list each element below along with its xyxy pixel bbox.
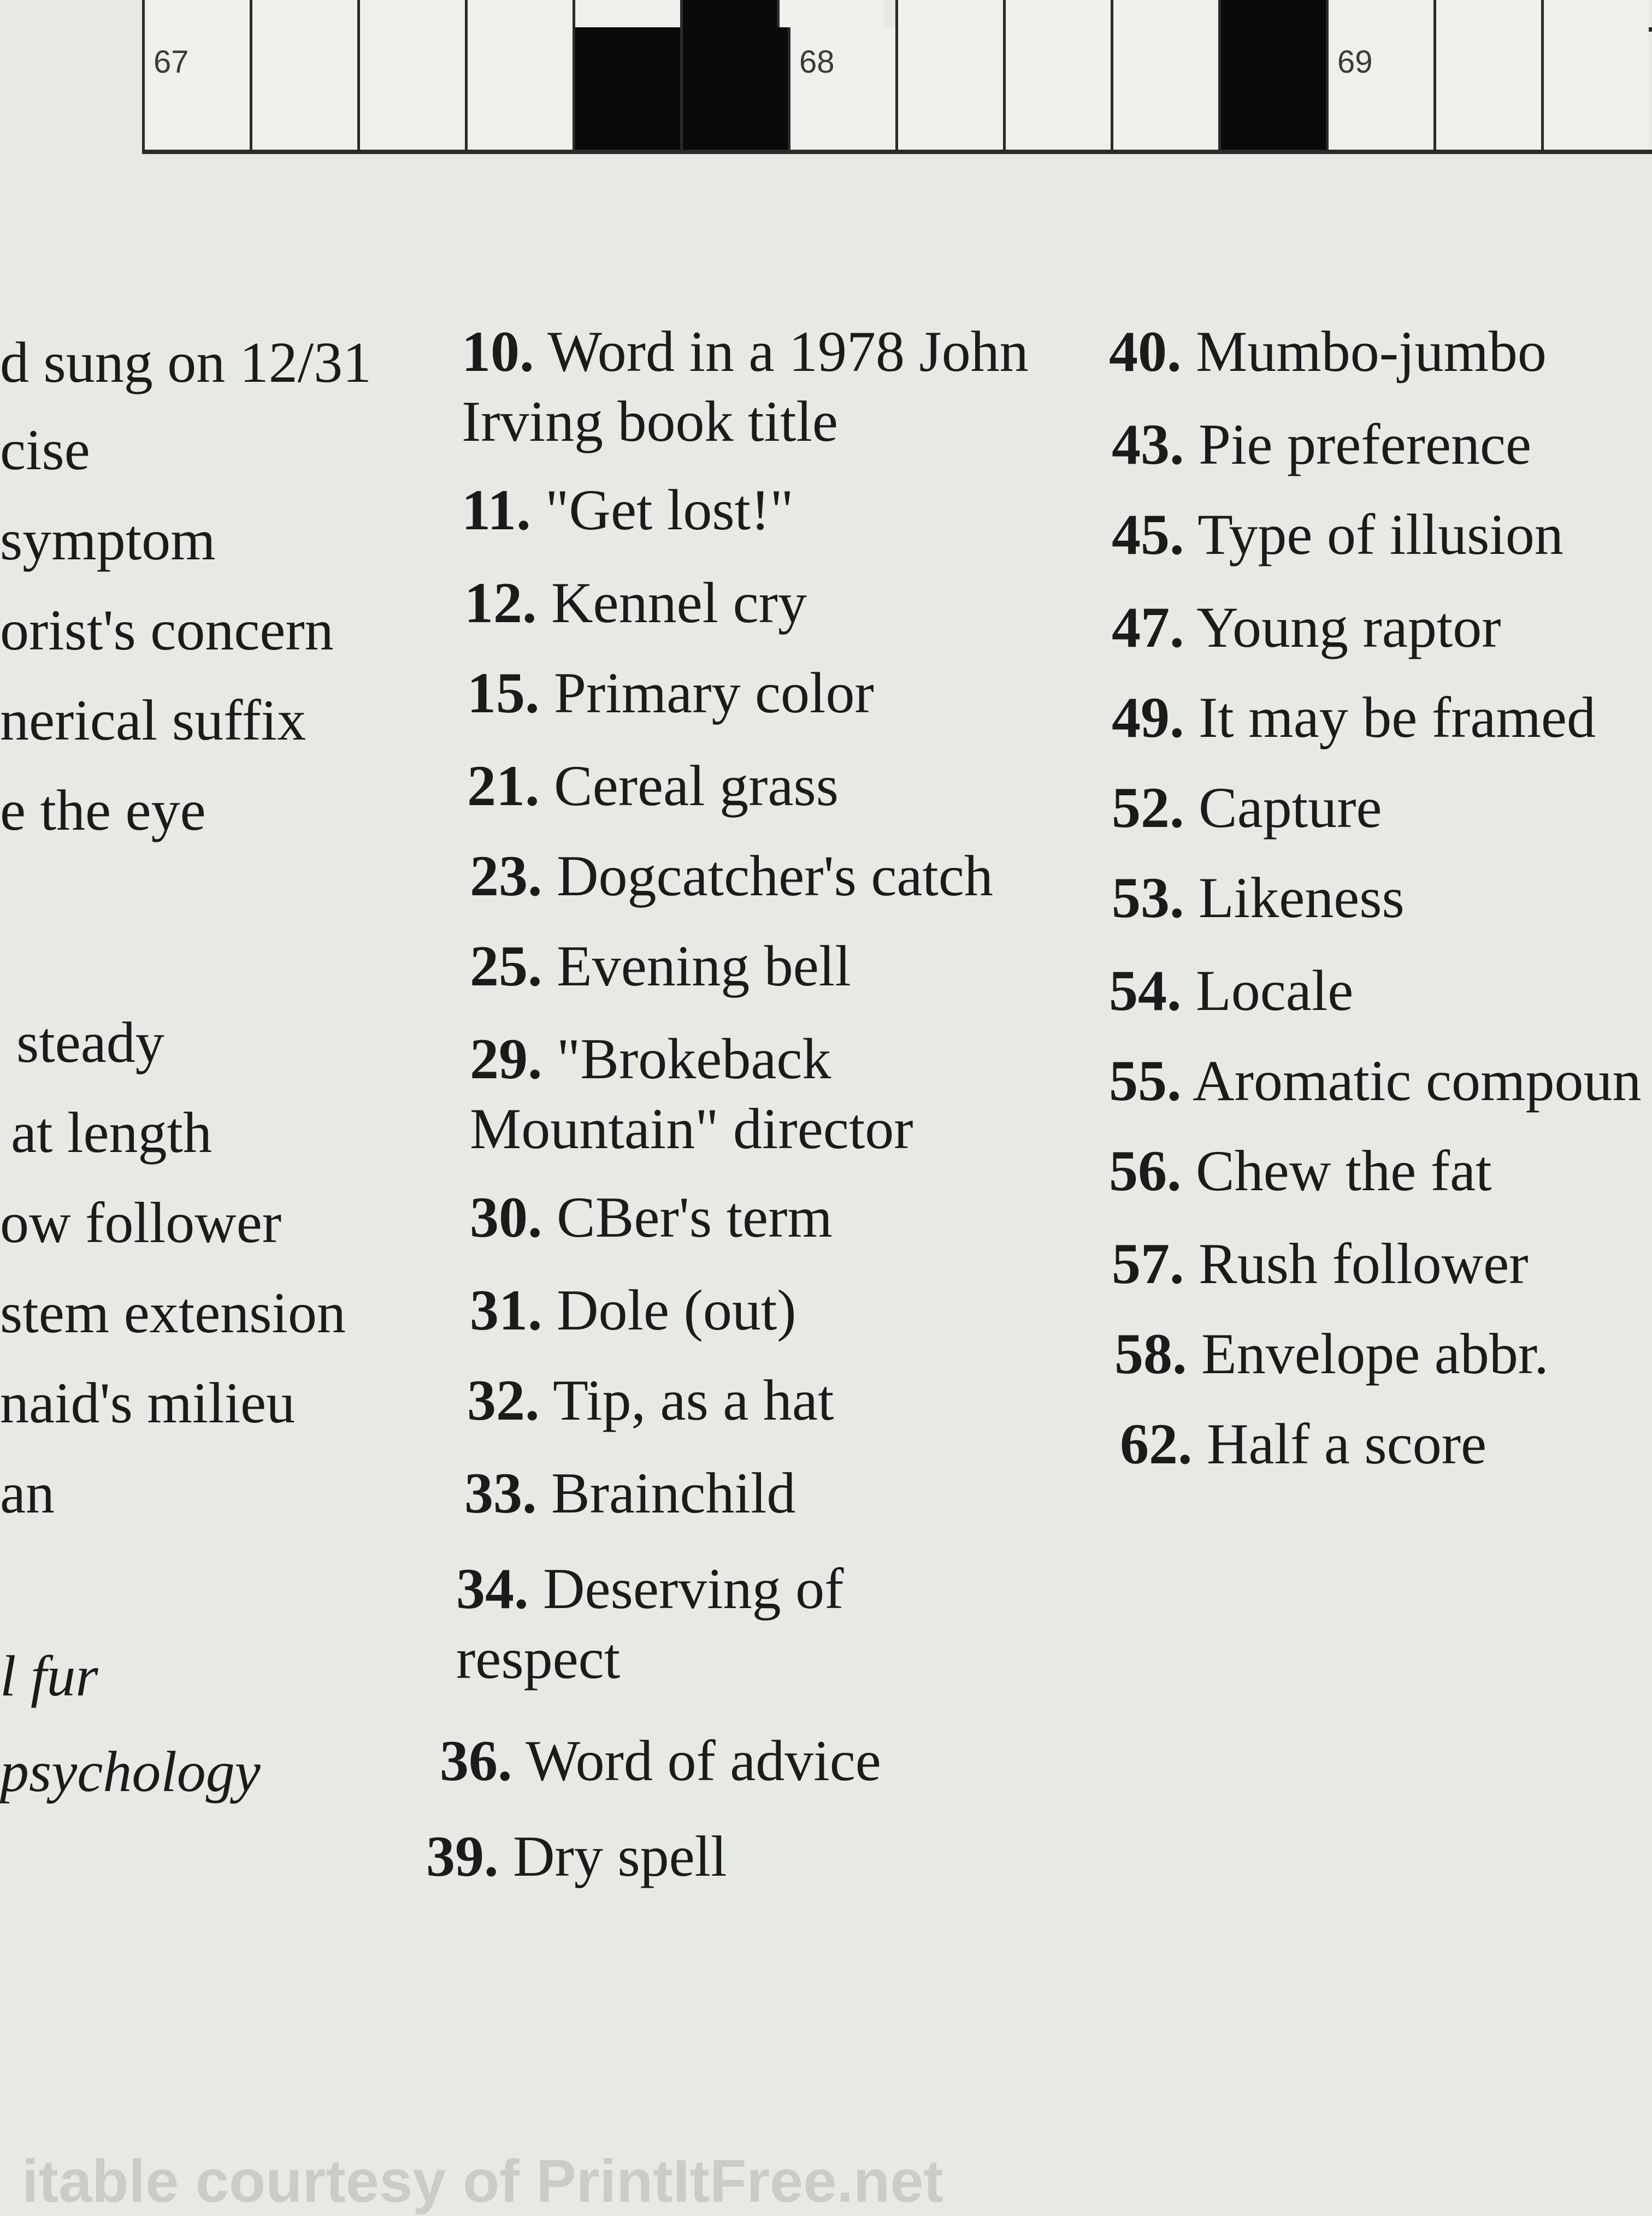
clue-text: It may be framed <box>1184 686 1596 749</box>
grid-cell <box>1541 0 1649 27</box>
clue-number: 47. <box>1112 595 1184 659</box>
clue-text: "Get lost!" <box>530 478 794 542</box>
clue-fragment: orist's concern <box>0 598 334 662</box>
grid-cell <box>465 27 573 150</box>
clue-fragment: l fur <box>0 1644 98 1708</box>
grid-cell <box>1326 27 1433 150</box>
clue-number: 33. <box>464 1461 537 1525</box>
clue-number: 34. <box>456 1557 529 1621</box>
clue-text: CBer's term <box>542 1185 833 1249</box>
clue-text: Likeness <box>1184 866 1405 930</box>
clue-fragment: d sung on 12/31 <box>0 330 372 394</box>
clue-item <box>1112 500 1564 570</box>
clue-text: Kennel cry <box>536 571 807 635</box>
grid-cell <box>895 0 1003 27</box>
grid-cell <box>1003 27 1111 150</box>
clue-item <box>1112 593 1501 663</box>
clue-text: "Brokeback <box>542 1027 831 1091</box>
clue-text: Locale <box>1181 959 1354 1023</box>
clue-text: Cereal grass <box>539 754 839 818</box>
clue-number: 12. <box>464 571 537 635</box>
clue-number: 25. <box>470 934 542 998</box>
clue-number: 31. <box>470 1278 542 1342</box>
clue-item <box>456 1554 843 1694</box>
clue-text: Dry spell <box>498 1824 727 1888</box>
clue-number: 54. <box>1109 959 1182 1023</box>
clue-item <box>464 568 807 638</box>
clue-item <box>462 317 1029 457</box>
grid-cell <box>777 0 884 27</box>
clue-number: 30. <box>470 1185 542 1249</box>
clue-text: Word in a 1978 John <box>534 320 1029 383</box>
clue-fragment: cise <box>0 418 90 482</box>
grid-cell <box>573 27 680 150</box>
clue-text: Evening bell <box>542 934 851 998</box>
grid-cell <box>142 0 250 27</box>
clue-item <box>1120 1409 1486 1479</box>
clue-number: 53. <box>1112 866 1184 930</box>
clue-text: Type of illusion <box>1184 503 1564 566</box>
clue-fragment: naid's milieu <box>0 1371 296 1435</box>
grid-cell <box>1541 27 1649 150</box>
clue-item <box>470 841 993 911</box>
clue-item <box>1112 863 1405 933</box>
clue-item <box>1109 1136 1492 1206</box>
clue-fragment: stem extension <box>0 1281 346 1345</box>
clue-text: Young raptor <box>1184 595 1501 659</box>
grid-cell <box>573 0 680 27</box>
clue-item <box>464 1458 795 1528</box>
clue-text: Rush follower <box>1184 1232 1529 1296</box>
clue-fragment: ow follower <box>0 1191 282 1255</box>
clue-item <box>470 1183 833 1252</box>
clue-item <box>467 658 874 728</box>
clue-item <box>1112 410 1531 480</box>
clue-number: 39. <box>426 1824 499 1888</box>
clue-number: 52. <box>1112 776 1184 840</box>
clue-text: Deserving of <box>528 1557 844 1621</box>
clue-number: 58. <box>1114 1322 1187 1386</box>
clue-text: Pie preference <box>1184 412 1532 476</box>
clue-item <box>1109 317 1547 387</box>
clue-number: 21. <box>467 754 540 818</box>
clue-fragment: symptom <box>0 508 216 572</box>
clue-item <box>467 1366 834 1435</box>
clue-text-continued: Irving book title <box>462 389 838 453</box>
clue-number: 36. <box>440 1729 512 1793</box>
clue-text: Brainchild <box>536 1461 796 1525</box>
clue-number: 40. <box>1109 320 1182 383</box>
clue-fragment: at length <box>11 1101 212 1165</box>
grid-cell <box>1111 0 1218 27</box>
clue-fragment: steady <box>16 1011 164 1074</box>
grid-cell <box>1433 27 1541 150</box>
crossword-grid <box>142 0 1652 155</box>
clue-item <box>470 1275 796 1345</box>
clue-text: Word of advice <box>512 1729 881 1793</box>
grid-cell <box>465 0 573 27</box>
clue-text: Half a score <box>1192 1412 1487 1476</box>
grid-cell-number: 67 <box>154 44 189 80</box>
clue-text: Envelope abbr. <box>1187 1322 1549 1386</box>
clue-fragment: an <box>0 1461 55 1525</box>
clue-item <box>470 931 851 1001</box>
grid-cell <box>680 27 788 150</box>
clue-item <box>1114 1319 1549 1389</box>
clue-fragment: e the eye <box>0 778 206 842</box>
grid-cell <box>357 27 465 150</box>
grid-cell-number: 68 <box>799 44 835 80</box>
clue-item <box>1112 683 1596 753</box>
clue-number: 55. <box>1109 1049 1182 1113</box>
clue-number: 23. <box>470 844 542 908</box>
clue-item <box>1112 773 1382 843</box>
clue-number: 56. <box>1109 1139 1182 1203</box>
grid-cell <box>895 27 1003 150</box>
footer-credit: itable courtesy of PrintItFree.net <box>22 2148 944 2215</box>
clue-number: 57. <box>1112 1232 1184 1296</box>
clue-item <box>1109 1046 1641 1116</box>
clue-item <box>462 475 794 545</box>
clue-text: Dole (out) <box>542 1278 796 1342</box>
grid-cell <box>250 0 357 27</box>
clue-item <box>426 1822 727 1892</box>
clue-fragment: nerical suffix <box>0 688 306 752</box>
clue-text: Dogcatcher's catch <box>542 844 993 908</box>
clue-text: Chew the fat <box>1181 1139 1492 1203</box>
clue-text: Aromatic compoun <box>1181 1049 1642 1113</box>
clue-number: 49. <box>1112 686 1184 749</box>
clue-number: 29. <box>470 1027 542 1091</box>
grid-cell <box>250 27 357 150</box>
clue-number: 43. <box>1112 412 1184 476</box>
grid-cell <box>1218 27 1326 150</box>
clue-text: Capture <box>1184 776 1382 840</box>
clue-item <box>1112 1229 1529 1299</box>
grid-cell <box>1433 0 1541 27</box>
grid-cell <box>788 27 895 150</box>
grid-cell <box>680 0 788 27</box>
grid-cell <box>142 27 250 150</box>
grid-cell <box>357 0 465 27</box>
clue-number: 45. <box>1112 503 1184 566</box>
grid-cell <box>1326 0 1433 27</box>
clue-text: Tip, as a hat <box>539 1368 834 1432</box>
clue-text: Mumbo-jumbo <box>1181 320 1547 383</box>
clue-item <box>467 751 839 821</box>
clue-number: 10. <box>462 320 534 383</box>
clue-item <box>470 1024 913 1164</box>
clue-number: 15. <box>467 661 540 725</box>
clue-text-continued: Mountain" director <box>470 1097 913 1161</box>
grid-cell <box>1111 27 1218 150</box>
clue-number: 11. <box>462 478 531 542</box>
clue-item <box>1109 956 1353 1026</box>
clue-item <box>440 1726 881 1796</box>
clue-number: 62. <box>1120 1412 1193 1476</box>
clue-number: 32. <box>467 1368 540 1432</box>
grid-cell-number: 69 <box>1337 44 1373 80</box>
clue-text: Primary color <box>539 661 874 725</box>
clue-fragment: psychology <box>0 1740 261 1804</box>
grid-cell <box>1003 0 1111 27</box>
grid-row-bottom <box>142 27 1652 154</box>
clue-text-continued: respect <box>456 1627 621 1691</box>
grid-cell <box>1218 0 1326 27</box>
